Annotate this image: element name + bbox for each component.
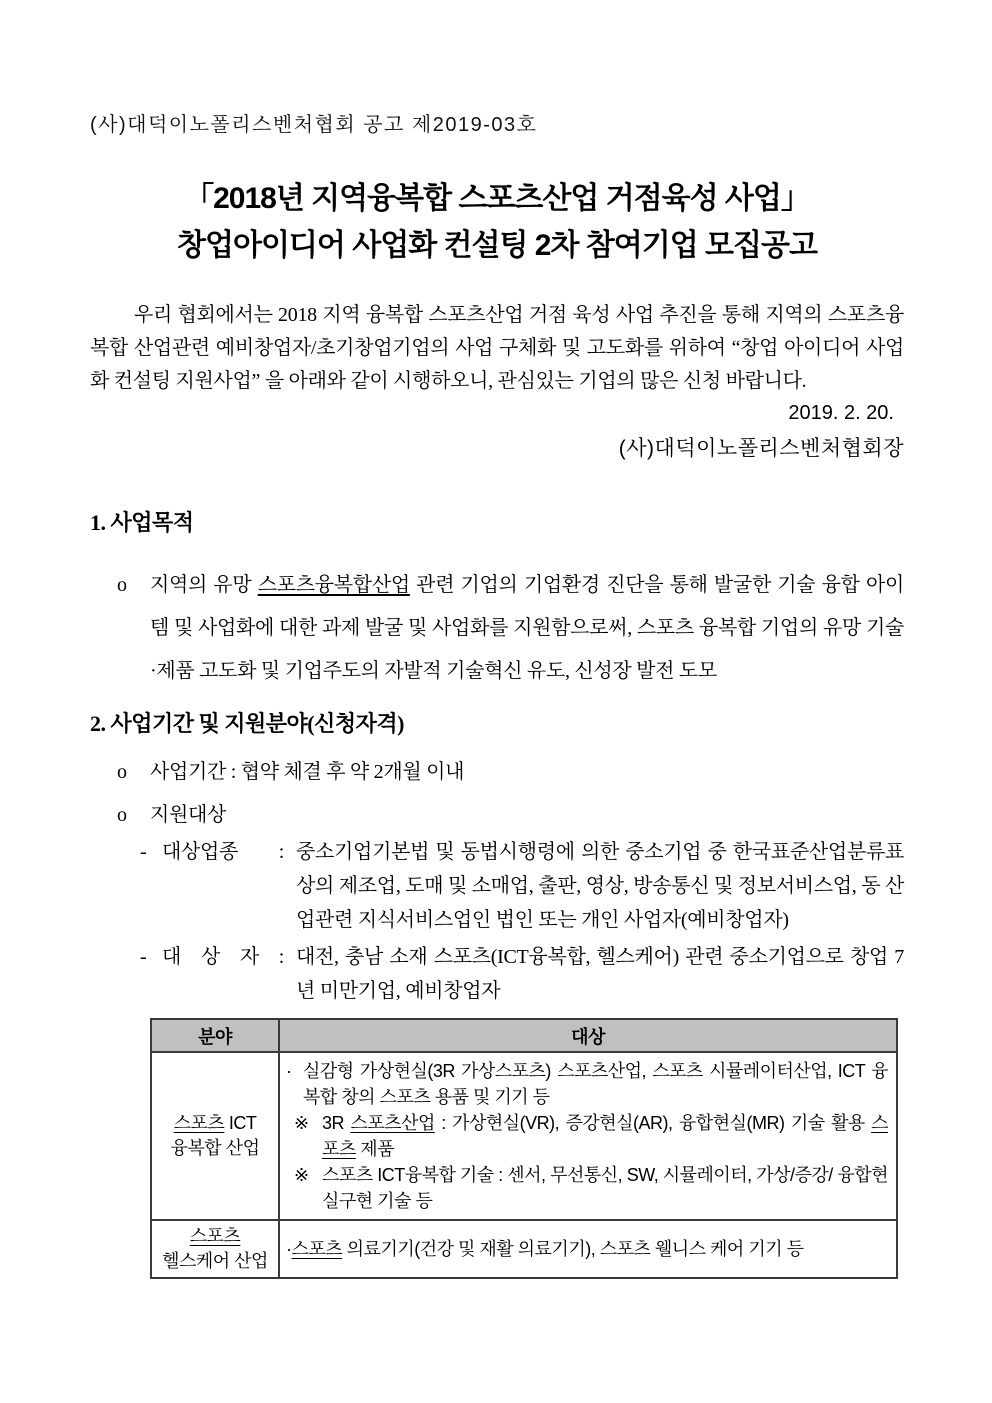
title-line-1: 「2018년 지역융복합 스포츠산업 거점육성 사업」 [184,182,810,215]
text-segment-underlined: 스포츠 [322,1113,889,1159]
text-segment: 제품 [355,1139,395,1159]
list-item [286,1058,888,1110]
text-segment-underlined: 스포츠융복합산업 [257,574,410,596]
text-segment: 지역의 유망 [150,574,258,596]
text-segment-underlined: 스포츠 [189,1226,241,1246]
dash-marker: - [140,946,147,968]
list-item-text: 실감형 가상현실(3R 가상스포츠) 스포츠산업, 스포츠 시뮬레이터산업, ICT 융복합 창의 스포츠 용품 및 기기 등 [303,1061,888,1107]
section2-item-target [90,799,904,832]
bullet-marker: o [117,761,127,783]
target-cell-sports-ict [279,1052,897,1220]
support-field-table [150,1018,898,1279]
dot-bullet: · [286,1061,292,1081]
sub-item-industry-text: 중소기업기본법 및 동법시행령에 의한 중소기업 중 한국표준산업분류표상의 제조업, 도매 및 소매업, 출판, 영상, 방송통신 및 정보서비스업, 동 산업관련 지식서비스업인 법인 또는 개인 사업자(예비창업자) [296,841,904,931]
section2-item-period-text: 사업기간 : 협약 체결 후 약 2개월 이내 [150,761,465,783]
section2-heading: 2. 사업기간 및 지원분야(신청자격) [90,711,404,736]
table-row-sports-ict [151,1052,897,1220]
intro-paragraph: 우리 협회에서는 2018 지역 융복합 스포츠산업 거점 육성 사업 추진을 통해 지역의 스포츠융복합 산업관련 예비창업자/초기창업기업의 사업 구체화 및 고도화를 위하여 “창업 아이디어 사업화 컨설팅 지원사업” 을 아래와 같이 시행하오니, 관심있는 기업의 많은 신청 바랍니다. [90,304,904,392]
announcement-date: 2019. 2. 20. [788,402,894,424]
text-segment: 의료기기(건강 및 재활 의료기기), 스포츠 웰니스 케어 기기 등 [342,1239,804,1259]
section2-item-target-text: 지원대상 [150,804,227,826]
section2-item-period [90,756,904,789]
reference-mark: ※ [294,1113,309,1133]
category-cell-sports-ict [151,1052,279,1220]
list-item-note [286,1162,888,1214]
list-item-note [286,1110,888,1162]
section1-bullet-item [90,564,904,693]
list-item [286,1236,888,1262]
category-cell-healthcare [151,1220,279,1278]
dash-marker: - [140,841,147,863]
table-header-field: 분야 [151,1019,279,1052]
section1-heading: 1. 사업목적 [90,510,194,535]
issuer-signature: (사)대덕이노폴리스벤처협회장 [618,437,904,460]
text-segment-underlined: 스포츠 [291,1239,343,1259]
category-line: 융복합 산업 [170,1138,260,1158]
text-segment-underlined: 스포츠 [173,1113,225,1133]
list-item-text: 스포츠 ICT융복합 기술 : 센서, 무선통신, SW, 시뮬레이터, 가상/증강/ 융합현실구현 기술 등 [322,1165,888,1211]
sub-item-industry [90,835,904,937]
text-segment: 3R [322,1113,351,1133]
sub-item-industry-label: 대상업종 : [162,841,284,863]
dot-bullet: · [286,1239,292,1259]
text-segment: : 가상현실(VR), 증강현실(AR), 융합현실(MR) 기술 활용 [434,1113,872,1133]
text-segment: 관련 기업의 기업환경 진단을 통해 발굴한 기술 융합 아이템 및 사업화에 대한 과제 발굴 및 사업화를 지원함으로써, 스포츠 융복합 기업의 유망 기술·제품 고도화 및 기업주도의 자발적 기술혁신 유도, 신성장 발전 도모 [150,574,905,682]
table-header-target: 대상 [279,1019,897,1052]
sub-item-eligibility [90,940,904,1008]
bullet-marker: o [117,574,127,596]
category-line [154,1111,276,1136]
doc-number: (사)대덕이노폴리스벤처협회 공고 제2019-03호 [90,114,538,136]
target-cell-healthcare [279,1220,897,1278]
bullet-marker: o [117,804,127,826]
sub-item-eligibility-text: 대전, 충남 소재 스포츠(ICT융복합, 헬스케어) 관련 중소기업으로 창업 7년 미만기업, 예비창업자 [296,946,904,1002]
category-line [154,1224,276,1249]
section1-bullet-text [150,564,904,693]
document-title [90,175,904,269]
sub-item-eligibility-label: 대 상 자 : [162,946,284,968]
reference-mark: ※ [294,1165,309,1185]
text-segment: ICT [224,1113,257,1133]
title-line-2: 창업아이디어 사업화 컨설팅 2차 참여기업 모집공고 [177,229,817,262]
table-row-sports-healthcare [151,1220,897,1278]
list-item-text [322,1110,888,1162]
text-segment-underlined: 스포츠산업 [350,1113,435,1133]
table-header-row [151,1019,897,1052]
category-line: 헬스케어 산업 [162,1251,268,1271]
